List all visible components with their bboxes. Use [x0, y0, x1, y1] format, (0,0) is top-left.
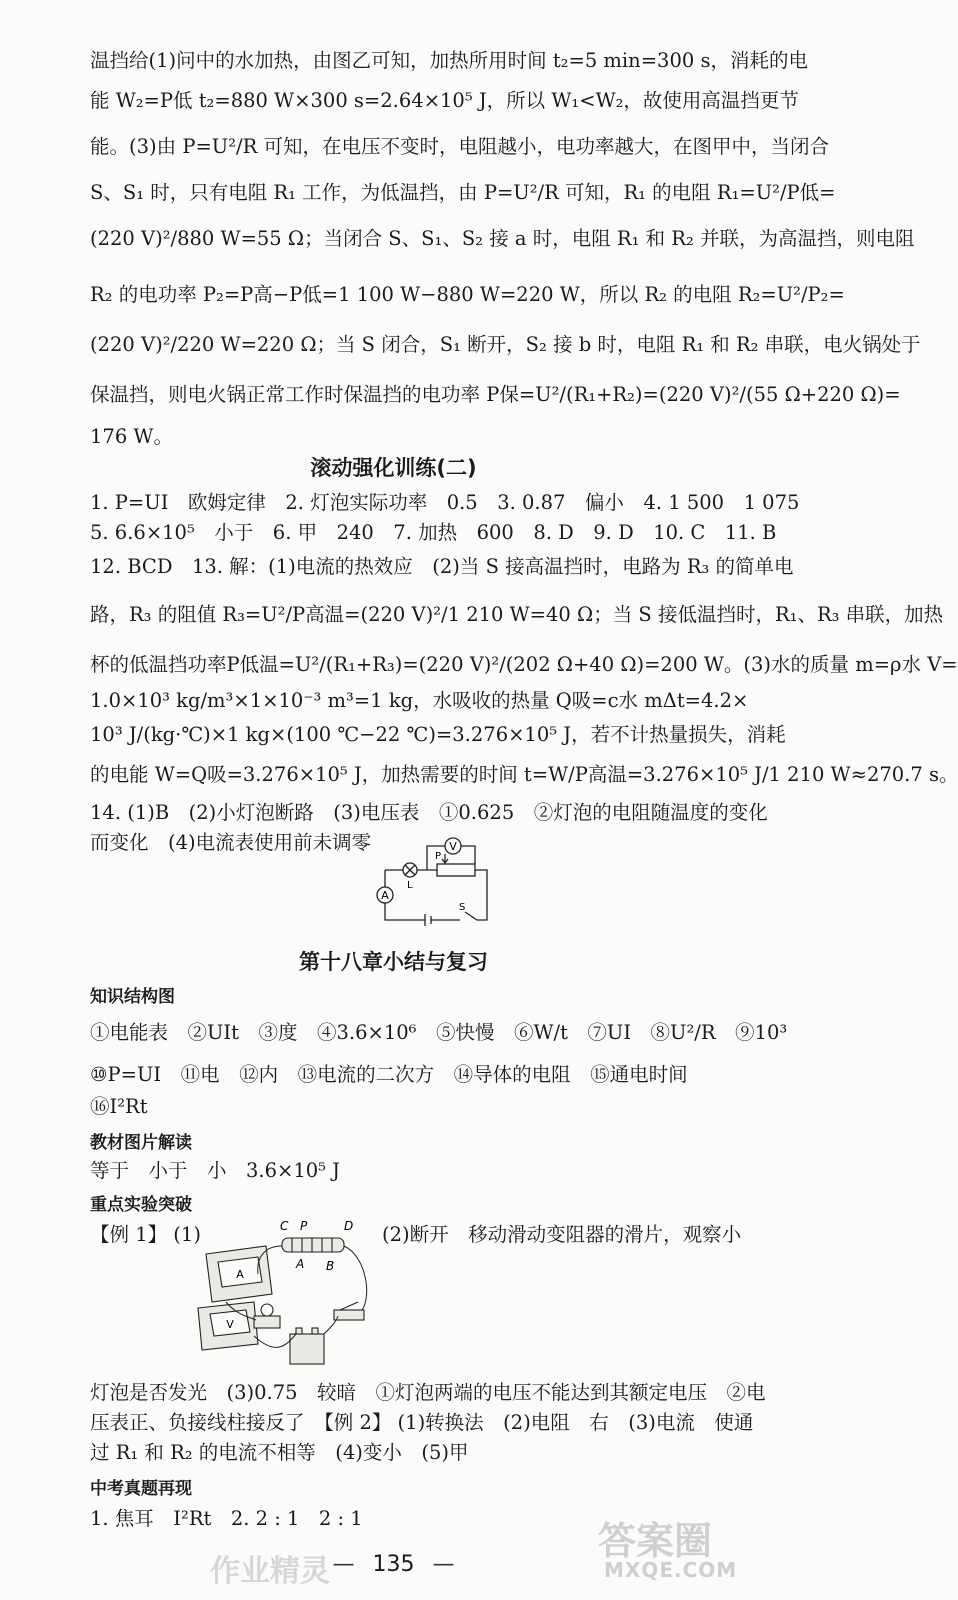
knowledge-line: ⑯I²Rt	[90, 1095, 148, 1118]
experiment-line: 过 R₁ 和 R₂ 的电流不相等 (4)变小 (5)甲	[90, 1441, 469, 1464]
answer-line: 5. 6.6×10⁵ 小于 6. 甲 240 7. 加热 600 8. D 9. D 10. C 11. B	[90, 521, 777, 544]
body-line: (220 V)²/220 W=220 Ω；当 S 闭合，S₁ 断开，S₂ 接 b 时，电阻 R₁ 和 R₂ 串联，电火锅处于	[90, 333, 921, 356]
answer-line: 路，R₃ 的阻值 R₃=U²/P高温=(220 V)²/1 210 W=40 Ω；当 S 接低温挡时，R₁、R₃ 串联，加热	[90, 603, 944, 626]
body-line: 176 W。	[90, 425, 173, 448]
body-line: S、S₁ 时，只有电阻 R₁ 工作，为低温挡，由 P=U²/R 可知，R₁ 的电阻 R₁=U²/P低=	[90, 181, 836, 204]
answer-line: 而变化 (4)电流表使用前未调零	[90, 831, 372, 854]
apparatus-diagram	[196, 1216, 376, 1376]
subheading: 教材图片解读	[90, 1133, 192, 1153]
terminal-p-label: P	[300, 1219, 308, 1233]
ammeter-label: A	[381, 889, 389, 902]
watermark-domain: MXQE.COM	[604, 1558, 738, 1582]
voltmeter-dial-label: V	[226, 1318, 234, 1331]
terminal-c-label: C	[280, 1219, 289, 1233]
knowledge-line: ①电能表 ②UIt ③度 ④3.6×10⁶ ⑤快慢 ⑥W/t ⑦UI ⑧U²/R ⑨10³	[90, 1021, 788, 1044]
answer-line: 杯的低温挡功率P低温=U²/(R₁+R₃)=(220 V)²/(202 Ω+40 Ω)=200 W。(3)水的质量 m=ρ水 V=	[90, 653, 958, 676]
watermark-stamp: 作业精灵	[210, 1554, 330, 1589]
body-line: 能 W₂=P低 t₂=880 W×300 s=2.64×10⁵ J，所以 W₁<W₂，故使用高温挡更节	[90, 89, 799, 112]
experiment-line: 压表正、负接线柱接反了 【例 2】 (1)转换法 (2)电阻 右 (3)电流 使通	[90, 1411, 754, 1434]
page-number: — 135 —	[0, 1552, 787, 1577]
experiment-line: 灯泡是否发光 (3)0.75 较暗 ①灯泡两端的电压不能达到其额定电压 ②电	[90, 1381, 766, 1404]
answer-line: 1.0×10³ kg/m³×1×10⁻³ m³=1 kg，水吸收的热量 Q吸=c水 mΔt=4.2×	[90, 689, 749, 712]
voltmeter-label: V	[449, 840, 457, 853]
answer-line: 12. BCD 13. 解：(1)电流的热效应 (2)当 S 接高温挡时，电路为 R₃ 的简单电	[90, 555, 794, 578]
chapter-title: 第十八章小结与复习	[299, 950, 488, 974]
terminal-d-label: D	[344, 1219, 354, 1233]
body-line: 温挡给(1)问中的水加热，由图乙可知，加热所用时间 t₂=5 min=300 s，消耗的电	[90, 49, 808, 72]
answer-line: 10³ J/(kg·℃)×1 kg×(100 ℃−22 ℃)=3.276×10⁵ J，若不计热量损失，消耗	[90, 723, 786, 746]
body-line: 能。(3)由 P=U²/R 可知，在电压不变时，电阻越小，电功率越大，在图甲中，当闭合	[90, 135, 829, 158]
watermark-site: 答案圈	[598, 1519, 713, 1563]
knowledge-line: ⑩P=UI ⑪电 ⑫内 ⑬电流的二次方 ⑭导体的电阻 ⑮通电时间	[90, 1063, 688, 1086]
answer-line: 的电能 W=Q吸=3.276×10⁵ J，加热需要的时间 t=W/P高温=3.276×10⁵ J/1 210 W≈270.7 s。	[90, 763, 958, 786]
lamp-label: L	[407, 880, 413, 891]
exam-line: 1. 焦耳 I²Rt 2. 2 : 1 2 : 1	[90, 1507, 363, 1530]
terminal-a-label: A	[296, 1257, 305, 1271]
body-line: (220 V)²/880 W=55 Ω；当闭合 S、S₁、S₂ 接 a 时，电阻 R₁ 和 R₂ 并联，为高温挡，则电阻	[90, 227, 915, 250]
ammeter-dial-label: A	[236, 1268, 244, 1281]
subheading: 知识结构图	[90, 987, 175, 1007]
example-label: 【例 1】 (1)	[90, 1223, 201, 1246]
subheading: 中考真题再现	[90, 1479, 192, 1499]
example-answer: (2)断开 移动滑动变阻器的滑片，观察小	[382, 1223, 742, 1246]
body-line: 保温挡，则电火锅正常工作时保温挡的电功率 P保=U²/(R₁+R₂)=(220 V)²/(55 Ω+220 Ω)=	[90, 383, 901, 406]
body-line: R₂ 的电功率 P₂=P高−P低=1 100 W−880 W=220 W，所以 R₂ 的电阻 R₂=U²/P₂=	[90, 283, 845, 306]
slider-label: P	[435, 851, 442, 862]
textbook-line: 等于 小于 小 3.6×10⁵ J	[90, 1159, 340, 1182]
switch-label: S	[459, 902, 466, 913]
terminal-b-label: B	[326, 1259, 335, 1273]
subheading: 重点实验突破	[90, 1195, 192, 1215]
section-title: 滚动强化训练(二)	[310, 456, 477, 480]
answer-line: 14. (1)B (2)小灯泡断路 (3)电压表 ①0.625 ②灯泡的电阻随温度的变化	[90, 801, 768, 824]
answer-line: 1. P=UI 欧姆定律 2. 灯泡实际功率 0.5 3. 0.87 偏小 4. 1 500 1 075	[90, 491, 800, 514]
circuit-diagram	[365, 832, 500, 932]
